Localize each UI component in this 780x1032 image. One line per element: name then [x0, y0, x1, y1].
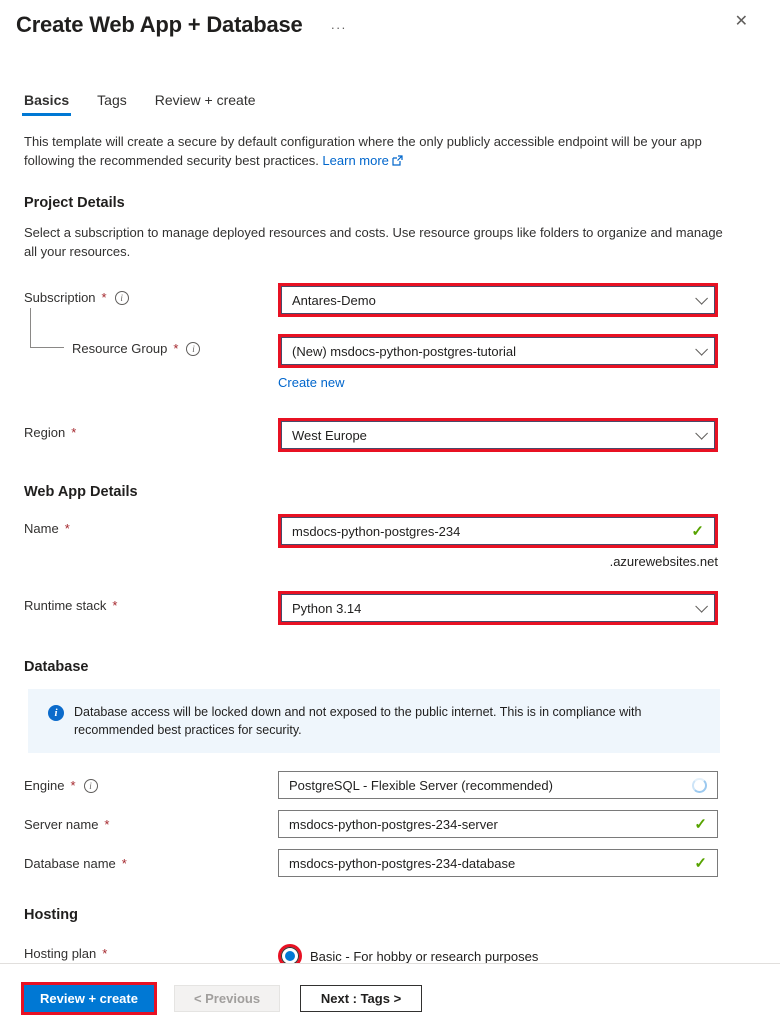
- server-name-input[interactable]: [278, 810, 718, 838]
- region-value: West Europe: [292, 427, 367, 443]
- database-name-row: [24, 849, 780, 877]
- close-icon[interactable]: ✕: [734, 13, 748, 30]
- info-filled-icon: i: [48, 705, 64, 721]
- tab-tags[interactable]: Tags: [97, 92, 127, 108]
- runtime-annotation-box: [278, 591, 718, 625]
- required-marker: *: [102, 946, 108, 961]
- previous-button: < Previous: [174, 985, 280, 1012]
- section-heading-web-app-details: Web App Details: [24, 484, 138, 500]
- info-banner-text: Database access will be locked down and not exposed to the public internet. This is in compliance with recommended best practices for security.: [74, 705, 642, 737]
- engine-dropdown[interactable]: [278, 771, 718, 799]
- subscription-row: [24, 283, 780, 317]
- hosting-plan-label-text: Hosting plan: [24, 946, 97, 961]
- resource-group-label-text: Resource Group: [72, 341, 168, 356]
- subscription-label-text: Subscription: [24, 290, 96, 305]
- chevron-down-icon: [695, 427, 708, 440]
- info-icon[interactable]: i: [84, 779, 98, 793]
- required-marker: *: [101, 290, 107, 305]
- wizard-tabs: [24, 92, 780, 116]
- server-name-value: msdocs-python-postgres-234-server: [289, 816, 498, 832]
- engine-label-text: Engine: [24, 778, 65, 793]
- create-new-link[interactable]: Create new: [278, 375, 345, 390]
- learn-more-link[interactable]: Learn more: [322, 153, 389, 168]
- chevron-down-icon: [695, 292, 708, 305]
- required-marker: *: [64, 521, 70, 536]
- loading-spinner-icon: [692, 778, 707, 793]
- engine-value: PostgreSQL - Flexible Server (recommended): [289, 777, 553, 793]
- subscription-annotation-box: [278, 283, 718, 317]
- database-name-value: msdocs-python-postgres-234-database: [289, 855, 516, 871]
- name-value: msdocs-python-postgres-234: [292, 523, 461, 539]
- page-title: Create Web App + Database: [16, 12, 303, 37]
- info-banner: [28, 689, 720, 753]
- runtime-stack-label: [24, 591, 278, 613]
- tree-connector-line: [30, 308, 64, 348]
- resource-group-dropdown[interactable]: [281, 337, 715, 365]
- tab-review-create[interactable]: Review + create: [154, 92, 256, 108]
- required-marker: *: [112, 598, 118, 613]
- region-annotation-box: [278, 418, 718, 452]
- hosting-plan-label: [24, 939, 278, 961]
- subscription-label: [24, 283, 278, 305]
- runtime-stack-label-text: Runtime stack: [24, 598, 107, 613]
- name-input[interactable]: [281, 517, 715, 545]
- section-heading-hosting: Hosting: [24, 907, 78, 923]
- chevron-down-icon: [695, 600, 708, 613]
- dialog-header: [0, 0, 780, 38]
- database-name-label: [24, 849, 278, 871]
- section-heading-database: Database: [24, 659, 89, 675]
- server-name-row: [24, 810, 780, 838]
- valid-check-icon: ✓: [691, 523, 704, 540]
- runtime-stack-row: [24, 591, 780, 625]
- domain-suffix: .azurewebsites.net: [609, 554, 718, 569]
- region-label: [24, 418, 278, 440]
- subscription-dropdown[interactable]: [281, 286, 715, 314]
- chevron-down-icon: [695, 343, 708, 356]
- wizard-footer: [0, 963, 780, 1032]
- resource-group-row: [24, 334, 780, 368]
- radio-basic-label: Basic - For hobby or research purposes: [310, 948, 539, 964]
- subscription-value: Antares-Demo: [292, 292, 376, 308]
- region-label-text: Region: [24, 425, 66, 440]
- info-icon[interactable]: i: [186, 342, 200, 356]
- tab-basics[interactable]: Basics: [24, 92, 69, 116]
- engine-row: [24, 771, 780, 799]
- resource-group-annotation-box: [278, 334, 718, 368]
- required-marker: *: [173, 341, 179, 356]
- name-row: [24, 514, 780, 548]
- server-name-label: [24, 810, 278, 832]
- template-description-text: This template will create a secure by default configuration where the only publicly accessible endpoint will be your app following the recommended security best practices.: [24, 134, 702, 168]
- review-create-button[interactable]: Review + create: [24, 985, 154, 1012]
- next-tags-button[interactable]: Next : Tags >: [300, 985, 422, 1012]
- required-marker: *: [70, 778, 76, 793]
- database-name-label-text: Database name: [24, 856, 116, 871]
- more-menu-icon[interactable]: ···: [330, 20, 347, 35]
- server-name-label-text: Server name: [24, 817, 99, 832]
- engine-label: [24, 771, 278, 793]
- runtime-stack-value: Python 3.14: [292, 600, 362, 616]
- valid-check-icon: ✓: [694, 816, 707, 833]
- name-label-text: Name: [24, 521, 59, 536]
- project-details-description: Select a subscription to manage deployed resources and costs. Use resource groups like folders to organize and manage all your resources.: [24, 225, 723, 259]
- external-link-icon: [392, 152, 403, 171]
- region-dropdown[interactable]: [281, 421, 715, 449]
- create-new-row: [278, 375, 780, 390]
- valid-check-icon: ✓: [694, 855, 707, 872]
- required-marker: *: [104, 817, 110, 832]
- name-label: [24, 514, 278, 536]
- required-marker: *: [121, 856, 127, 871]
- basics-form: [0, 283, 780, 993]
- runtime-stack-dropdown[interactable]: [281, 594, 715, 622]
- name-annotation-box: [278, 514, 718, 548]
- required-marker: *: [71, 425, 77, 440]
- database-name-input[interactable]: [278, 849, 718, 877]
- info-icon[interactable]: i: [115, 291, 129, 305]
- section-heading-project-details: Project Details: [24, 195, 125, 211]
- template-description: [24, 132, 724, 171]
- region-row: [24, 418, 780, 452]
- resource-group-value: (New) msdocs-python-postgres-tutorial: [292, 343, 516, 359]
